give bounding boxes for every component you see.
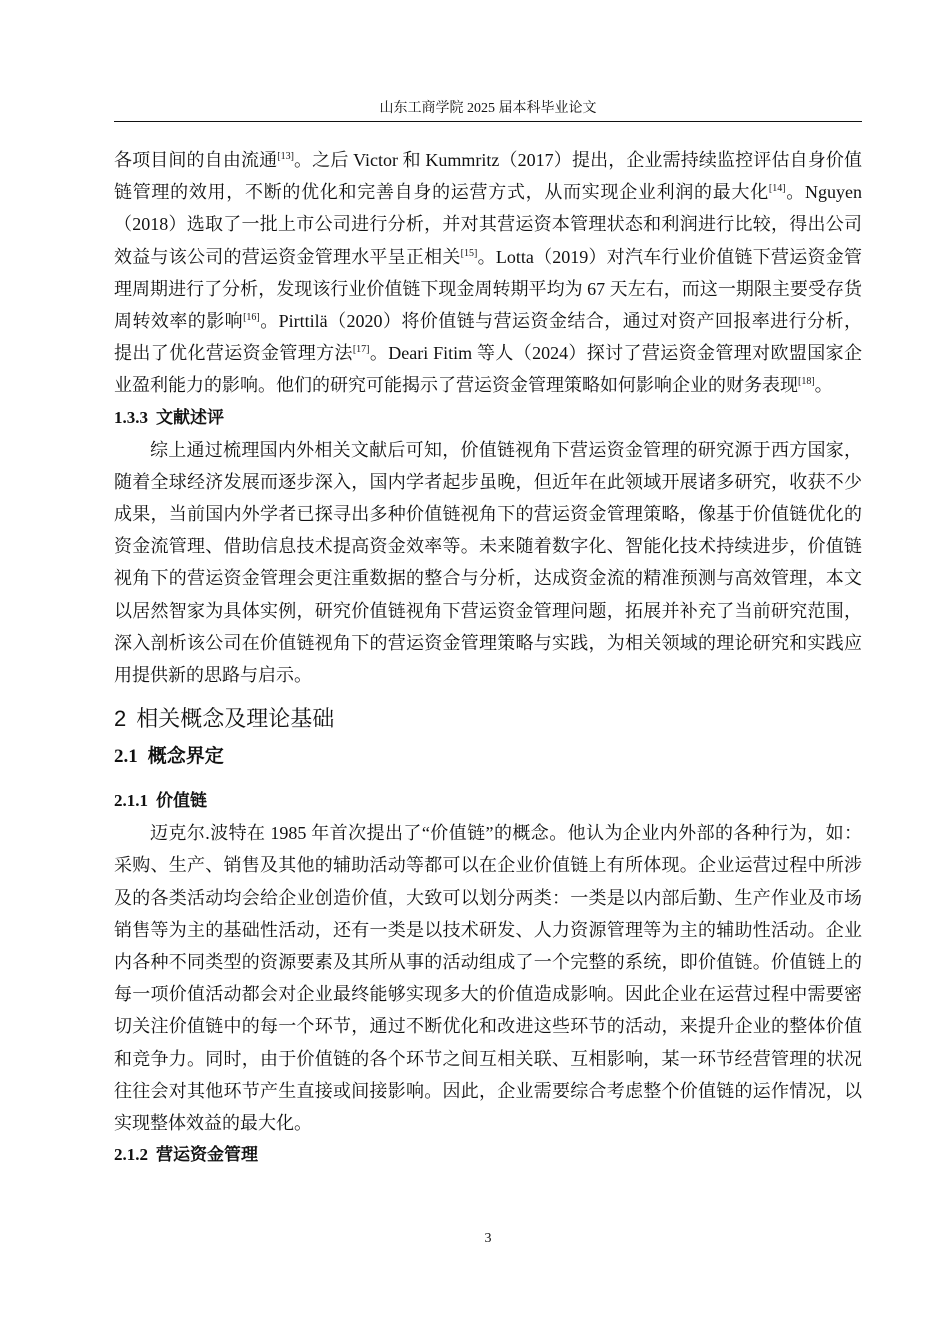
heading-number: 2.1	[114, 746, 138, 768]
heading-text: 概念界定	[147, 746, 224, 768]
document-page	[114, 0, 862, 1344]
heading-2-1-1	[114, 785, 862, 817]
paragraph-text: 。Pirttilä（2020）将价值链与营运资金结合，通过对资产回报率进行分析，提出了优化营运资金管理方法	[114, 311, 863, 364]
heading-2-1-2	[114, 1139, 862, 1171]
section-heading-2-1	[114, 743, 862, 771]
citation-18: [18]	[798, 376, 815, 388]
paragraph-text: 。Lotta（2019）对汽车行业价值链下营运资金管理周期进行了分析，发现该行业价值链下现金周转期平均为 67 天左右，而这一期限主要受存货周转效率的影响	[114, 246, 862, 332]
heading-number: 2.1.1	[114, 791, 148, 811]
heading-text: 价值链	[156, 791, 207, 811]
citation-13: [13]	[277, 151, 294, 162]
heading-number: 2.1.2	[114, 1145, 148, 1165]
paragraph-literature-foreign	[114, 144, 862, 402]
heading-text: 相关概念及理论基础	[136, 706, 335, 732]
paragraph-text: 。	[814, 375, 833, 396]
running-header: 山东工商学院 2025 届本科毕业论文	[379, 101, 597, 116]
citation-14: [14]	[768, 183, 786, 195]
paragraph-text: 。之后 Victor 和 Kummritz（2017）提出，企业需持续监控评估自身价值链管理的效用，不断的优化和完善自身的运营方式，从而实现企业利润的最大化	[114, 150, 862, 203]
header-rule	[114, 121, 862, 122]
heading-number: 1.3.3	[114, 407, 148, 427]
paragraph-literature-review: 综上通过梳理国内外相关文献后可知，价值链视角下营运资金管理的研究源于西方国家，随着全球经济发展而逐步深入，国内学者起步虽晚，但近年在此领域开展诸多研究，收获不少成果，当前国内外学者已探寻出多种价值链视角下的营运资金管理策略，像基于价值链优化的资金流管理、借助信息技术提高资金效率等。未来随着数字化、智能化技术持续进步，价值链视角下的营运资金管理会更注重数据的整合与分析，达成资金流的精准预测与高效管理，本文以居然智家为具体实例，研究价值链视角下营运资金管理问题，拓展并补充了当前研究范围，深入剖析该公司在价值链视角下的营运资金管理策略与实践，为相关领域的理论研究和实践应用提供新的思路与启示。	[114, 439, 862, 686]
paragraph-text: 。Deari Fitim 等人（2024）探讨了营运资金管理对欧盟国家企业盈利能力的影响。他们的研究可能揭示了营运资金管理策略如何影响企业的财务表现	[114, 343, 862, 396]
page-body	[114, 144, 862, 1171]
paragraph-text: 。Nguyen（2018）选取了一批上市公司进行分析，并对其营运资本管理状态和利润进行比较，得出公司效益与该公司的营运资金管理水平呈正相关	[114, 182, 862, 267]
page-number: 3	[484, 1231, 492, 1246]
heading-text: 文献述评	[156, 407, 224, 427]
chapter-heading-2	[114, 705, 862, 733]
heading-1-3-3	[114, 402, 862, 434]
citation-17: [17]	[352, 344, 370, 356]
paragraph-text: 各项目间的自由流通	[114, 150, 278, 170]
heading-number: 2	[114, 706, 127, 732]
paragraph-value-chain: 迈克尔.波特在 1985 年首次提出了“价值链”的概念。他认为企业内外部的各种行为，如：采购、生产、销售及其他的辅助活动等都可以在企业价值链上有所体现。企业运营过程中所涉及的各类活动均会给企业创造价值，大致可以划分两类：一类是以内部后勤、生产作业及市场销售等为主的基础性活动，还有一类是以技术研发、人力资源管理等为主的辅助性活动。企业内各种不同类型的资源要素及其所从事的活动组成了一个完整的系统，即价值链。价值链上的每一项价值活动都会对企业最终能够实现多大的价值造成影响。因此企业在运营过程中需要密切关注价值链中的每一个环节，通过不断优化和改进这些环节的活动，来提升企业的整体价值和竞争力。同时，由于价值链的各个环节之间互相关联、互相影响，某一环节经营管理的状况往往会对其他环节产生直接或间接影响。因此，企业需要综合考虑整个价值链的运作情况，以实现整体效益的最大化。	[114, 823, 862, 1134]
citation-15: [15]	[460, 247, 478, 259]
heading-text: 营运资金管理	[156, 1145, 258, 1165]
citation-16: [16]	[243, 312, 260, 324]
